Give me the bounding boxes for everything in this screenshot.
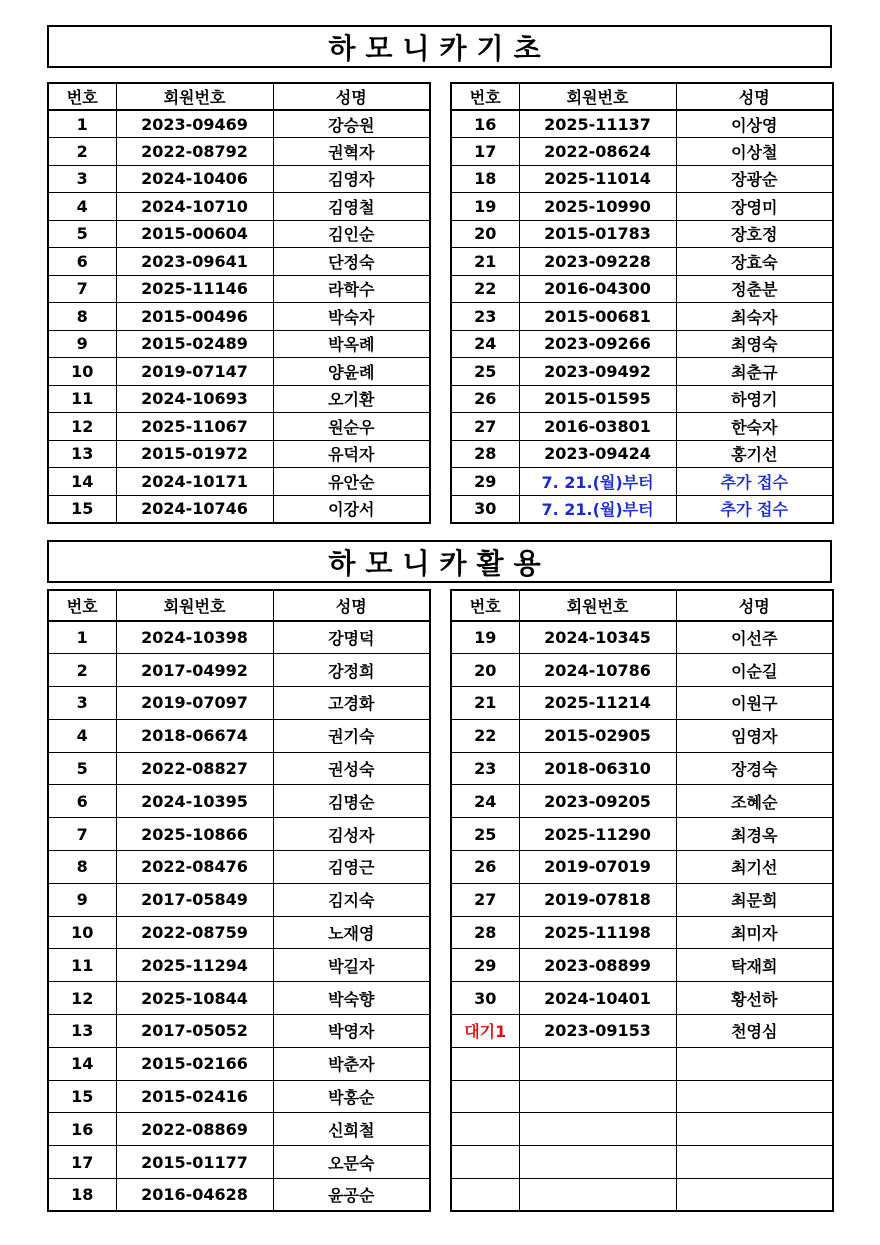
member-name: 장경숙	[676, 752, 833, 785]
member-id: 2023-09469	[116, 110, 273, 138]
table-row	[48, 1113, 430, 1146]
member-name: 이강서	[273, 495, 430, 523]
member-name: 정춘분	[676, 275, 833, 303]
column-header: 회원번호	[519, 83, 676, 110]
member-name: 천영심	[676, 1015, 833, 1048]
member-name: 이상철	[676, 138, 833, 166]
table-row	[48, 440, 430, 468]
member-id: 2015-02489	[116, 330, 273, 358]
table-row	[451, 982, 833, 1015]
row-number	[451, 1047, 519, 1080]
member-id: 2019-07818	[519, 883, 676, 916]
member-name: 최미자	[676, 916, 833, 949]
table-row	[451, 440, 833, 468]
row-number: 2	[48, 138, 116, 166]
member-name: 박춘자	[273, 1047, 430, 1080]
member-name	[676, 1047, 833, 1080]
table-row	[451, 1015, 833, 1048]
member-name	[676, 1179, 833, 1212]
member-name: 박홍순	[273, 1080, 430, 1113]
section1-title: 하모니카기초	[47, 25, 832, 68]
column-header: 성명	[676, 590, 833, 621]
member-name: 김명순	[273, 785, 430, 818]
member-id: 2016-04300	[519, 275, 676, 303]
table-row	[48, 785, 430, 818]
row-number: 13	[48, 440, 116, 468]
row-number: 17	[451, 138, 519, 166]
table-row	[48, 719, 430, 752]
row-number: 23	[451, 752, 519, 785]
row-number: 1	[48, 621, 116, 654]
table-row	[451, 1146, 833, 1179]
section2-left-table	[47, 589, 431, 1212]
member-name: 한숙자	[676, 413, 833, 441]
member-id: 2025-10990	[519, 193, 676, 221]
member-name: 강정희	[273, 654, 430, 687]
column-header: 번호	[48, 83, 116, 110]
table-row	[48, 916, 430, 949]
row-number: 16	[48, 1113, 116, 1146]
member-id: 2015-01972	[116, 440, 273, 468]
row-number: 9	[48, 330, 116, 358]
member-id: 2017-05052	[116, 1015, 273, 1048]
table-row	[48, 1015, 430, 1048]
member-id: 2017-05849	[116, 883, 273, 916]
row-number: 11	[48, 949, 116, 982]
table-row	[451, 495, 833, 523]
member-name: 하영기	[676, 385, 833, 413]
member-name: 강명덕	[273, 621, 430, 654]
table-row	[48, 248, 430, 276]
member-id: 2024-10710	[116, 193, 273, 221]
row-number: 22	[451, 275, 519, 303]
row-number: 25	[451, 818, 519, 851]
member-id: 2024-10406	[116, 165, 273, 193]
row-number: 6	[48, 785, 116, 818]
member-name: 윤공순	[273, 1179, 430, 1212]
member-name: 조혜순	[676, 785, 833, 818]
table-row	[48, 1179, 430, 1212]
row-number: 4	[48, 719, 116, 752]
member-id: 2023-09492	[519, 358, 676, 386]
row-number: 8	[48, 851, 116, 884]
member-id: 2025-11067	[116, 413, 273, 441]
row-number: 25	[451, 358, 519, 386]
member-name: 장영미	[676, 193, 833, 221]
member-id: 2025-10844	[116, 982, 273, 1015]
member-name: 이원구	[676, 687, 833, 720]
member-name: 김영철	[273, 193, 430, 221]
row-number: 5	[48, 752, 116, 785]
member-id: 2023-09424	[519, 440, 676, 468]
row-number: 17	[48, 1146, 116, 1179]
member-name: 최숙자	[676, 303, 833, 331]
table-row	[48, 220, 430, 248]
row-number: 7	[48, 818, 116, 851]
table-row	[48, 949, 430, 982]
table-row	[48, 1146, 430, 1179]
table-row	[48, 303, 430, 331]
table-row	[48, 654, 430, 687]
member-name	[676, 1113, 833, 1146]
table-row	[48, 165, 430, 193]
row-number: 28	[451, 916, 519, 949]
table-row	[451, 752, 833, 785]
member-id: 2025-11137	[519, 110, 676, 138]
table-row	[48, 818, 430, 851]
member-id: 2024-10395	[116, 785, 273, 818]
member-id: 2022-08759	[116, 916, 273, 949]
member-id: 2022-08792	[116, 138, 273, 166]
row-number: 13	[48, 1015, 116, 1048]
table-row	[451, 719, 833, 752]
member-id: 2022-08827	[116, 752, 273, 785]
member-name: 고경화	[273, 687, 430, 720]
member-name: 김성자	[273, 818, 430, 851]
table-row	[451, 358, 833, 386]
table-row	[451, 621, 833, 654]
table-row	[451, 654, 833, 687]
member-name: 장호정	[676, 220, 833, 248]
member-name: 양윤례	[273, 358, 430, 386]
member-id: 2015-01783	[519, 220, 676, 248]
member-name: 홍기선	[676, 440, 833, 468]
member-id: 2022-08869	[116, 1113, 273, 1146]
table-row	[451, 303, 833, 331]
row-number: 21	[451, 687, 519, 720]
row-number: 20	[451, 220, 519, 248]
table-row	[451, 248, 833, 276]
table-row	[48, 621, 430, 654]
row-number: 12	[48, 982, 116, 1015]
row-number: 3	[48, 687, 116, 720]
member-name: 최춘규	[676, 358, 833, 386]
member-name: 김인순	[273, 220, 430, 248]
table-row	[451, 883, 833, 916]
row-number: 9	[48, 883, 116, 916]
table-row	[451, 1179, 833, 1212]
member-id: 2018-06674	[116, 719, 273, 752]
member-name: 유덕자	[273, 440, 430, 468]
row-number: 22	[451, 719, 519, 752]
member-id: 2024-10398	[116, 621, 273, 654]
table-row	[48, 1047, 430, 1080]
table-row	[451, 385, 833, 413]
row-number: 5	[48, 220, 116, 248]
row-number: 1	[48, 110, 116, 138]
member-id: 2023-08899	[519, 949, 676, 982]
member-id: 2025-11214	[519, 687, 676, 720]
row-number: 15	[48, 1080, 116, 1113]
member-name: 장효숙	[676, 248, 833, 276]
member-name: 강승원	[273, 110, 430, 138]
member-name: 임영자	[676, 719, 833, 752]
member-name: 단정숙	[273, 248, 430, 276]
column-header: 회원번호	[519, 590, 676, 621]
member-id: 2023-09153	[519, 1015, 676, 1048]
row-number: 11	[48, 385, 116, 413]
member-name: 박길자	[273, 949, 430, 982]
row-number: 3	[48, 165, 116, 193]
table-row	[451, 330, 833, 358]
row-number: 24	[451, 785, 519, 818]
table-row	[48, 193, 430, 221]
table-row	[451, 949, 833, 982]
row-number: 2	[48, 654, 116, 687]
member-id	[519, 1146, 676, 1179]
table-row	[48, 687, 430, 720]
section1-left-table	[47, 82, 431, 524]
table-row	[48, 982, 430, 1015]
row-number: 26	[451, 385, 519, 413]
table-row	[451, 687, 833, 720]
member-name: 최기선	[676, 851, 833, 884]
row-number: 대기1	[451, 1015, 519, 1048]
member-name: 최영숙	[676, 330, 833, 358]
row-number	[451, 1146, 519, 1179]
member-name: 추가 접수	[676, 468, 833, 496]
row-number: 29	[451, 949, 519, 982]
row-number: 6	[48, 248, 116, 276]
table-row	[48, 413, 430, 441]
member-id: 2017-04992	[116, 654, 273, 687]
member-id: 2015-02905	[519, 719, 676, 752]
table-row	[451, 468, 833, 496]
member-name: 장광순	[676, 165, 833, 193]
column-header: 회원번호	[116, 83, 273, 110]
section1-right-table	[450, 82, 834, 524]
member-id: 2023-09266	[519, 330, 676, 358]
row-number: 21	[451, 248, 519, 276]
member-name: 탁재희	[676, 949, 833, 982]
table-row	[451, 1113, 833, 1146]
member-name: 추가 접수	[676, 495, 833, 523]
row-number: 14	[48, 468, 116, 496]
member-name: 권성숙	[273, 752, 430, 785]
table-row	[451, 138, 833, 166]
column-header: 회원번호	[116, 590, 273, 621]
member-name: 김영자	[273, 165, 430, 193]
member-name: 오문숙	[273, 1146, 430, 1179]
table-row	[451, 1080, 833, 1113]
member-id: 2016-04628	[116, 1179, 273, 1212]
table-row	[451, 165, 833, 193]
row-number: 16	[451, 110, 519, 138]
member-id: 2022-08624	[519, 138, 676, 166]
table-row	[48, 468, 430, 496]
row-number: 19	[451, 193, 519, 221]
member-name: 박옥례	[273, 330, 430, 358]
table-row	[451, 220, 833, 248]
member-name: 김영근	[273, 851, 430, 884]
row-number: 19	[451, 621, 519, 654]
table-row	[48, 138, 430, 166]
table-row	[48, 883, 430, 916]
table-row	[451, 275, 833, 303]
member-id: 2025-11146	[116, 275, 273, 303]
member-name: 권기숙	[273, 719, 430, 752]
member-id: 2025-11294	[116, 949, 273, 982]
table-row	[48, 495, 430, 523]
member-id	[519, 1080, 676, 1113]
member-id: 2024-10401	[519, 982, 676, 1015]
row-number: 8	[48, 303, 116, 331]
member-id	[519, 1113, 676, 1146]
row-number	[451, 1080, 519, 1113]
member-name: 이상영	[676, 110, 833, 138]
member-id	[519, 1179, 676, 1212]
member-id: 7. 21.(월)부터	[519, 495, 676, 523]
member-name: 유안순	[273, 468, 430, 496]
member-id: 2022-08476	[116, 851, 273, 884]
member-name: 이선주	[676, 621, 833, 654]
member-id: 2018-06310	[519, 752, 676, 785]
member-name: 최문희	[676, 883, 833, 916]
member-id: 7. 21.(월)부터	[519, 468, 676, 496]
row-number: 10	[48, 916, 116, 949]
row-number: 15	[48, 495, 116, 523]
row-number: 12	[48, 413, 116, 441]
row-number	[451, 1113, 519, 1146]
table-row	[48, 385, 430, 413]
column-header: 성명	[273, 590, 430, 621]
member-name: 최경옥	[676, 818, 833, 851]
member-name: 라학수	[273, 275, 430, 303]
table-row	[451, 110, 833, 138]
member-id: 2015-00681	[519, 303, 676, 331]
member-id: 2024-10693	[116, 385, 273, 413]
member-id: 2024-10171	[116, 468, 273, 496]
row-number: 18	[48, 1179, 116, 1212]
table-row	[48, 851, 430, 884]
row-number: 26	[451, 851, 519, 884]
member-id: 2025-11014	[519, 165, 676, 193]
column-header: 번호	[48, 590, 116, 621]
table-row	[451, 413, 833, 441]
table-row	[451, 851, 833, 884]
row-number	[451, 1179, 519, 1212]
table-row	[451, 193, 833, 221]
member-id: 2015-02416	[116, 1080, 273, 1113]
member-id: 2015-02166	[116, 1047, 273, 1080]
member-id: 2023-09641	[116, 248, 273, 276]
table-row	[451, 916, 833, 949]
member-id: 2016-03801	[519, 413, 676, 441]
table-row	[48, 275, 430, 303]
column-header: 번호	[451, 83, 519, 110]
table-row	[451, 1047, 833, 1080]
member-id: 2024-10786	[519, 654, 676, 687]
member-id	[519, 1047, 676, 1080]
member-name: 오기환	[273, 385, 430, 413]
table-row	[48, 330, 430, 358]
member-name	[676, 1080, 833, 1113]
row-number: 30	[451, 495, 519, 523]
member-id: 2024-10345	[519, 621, 676, 654]
table-row	[48, 358, 430, 386]
member-id: 2015-00496	[116, 303, 273, 331]
row-number: 18	[451, 165, 519, 193]
member-name: 권혁자	[273, 138, 430, 166]
table-row	[451, 818, 833, 851]
member-name: 박숙자	[273, 303, 430, 331]
member-id: 2025-11290	[519, 818, 676, 851]
section2-title: 하모니카활용	[47, 540, 832, 583]
member-name: 박영자	[273, 1015, 430, 1048]
row-number: 28	[451, 440, 519, 468]
member-id: 2025-10866	[116, 818, 273, 851]
member-id: 2019-07097	[116, 687, 273, 720]
row-number: 30	[451, 982, 519, 1015]
row-number: 24	[451, 330, 519, 358]
table-row	[48, 110, 430, 138]
row-number: 4	[48, 193, 116, 221]
section2-right-table	[450, 589, 834, 1212]
member-id: 2015-01177	[116, 1146, 273, 1179]
member-name: 박숙향	[273, 982, 430, 1015]
row-number: 23	[451, 303, 519, 331]
member-name	[676, 1146, 833, 1179]
member-id: 2015-00604	[116, 220, 273, 248]
row-number: 10	[48, 358, 116, 386]
member-id: 2023-09228	[519, 248, 676, 276]
member-id: 2019-07019	[519, 851, 676, 884]
row-number: 27	[451, 883, 519, 916]
member-id: 2019-07147	[116, 358, 273, 386]
member-id: 2023-09205	[519, 785, 676, 818]
table-row	[48, 1080, 430, 1113]
column-header: 성명	[273, 83, 430, 110]
row-number: 7	[48, 275, 116, 303]
row-number: 20	[451, 654, 519, 687]
row-number: 29	[451, 468, 519, 496]
column-header: 성명	[676, 83, 833, 110]
row-number: 27	[451, 413, 519, 441]
member-id: 2024-10746	[116, 495, 273, 523]
row-number: 14	[48, 1047, 116, 1080]
member-name: 신희철	[273, 1113, 430, 1146]
member-name: 이순길	[676, 654, 833, 687]
table-row	[451, 785, 833, 818]
column-header: 번호	[451, 590, 519, 621]
member-id: 2015-01595	[519, 385, 676, 413]
member-name: 김지숙	[273, 883, 430, 916]
member-name: 원순우	[273, 413, 430, 441]
member-id: 2025-11198	[519, 916, 676, 949]
member-name: 황선하	[676, 982, 833, 1015]
table-row	[48, 752, 430, 785]
member-name: 노재영	[273, 916, 430, 949]
